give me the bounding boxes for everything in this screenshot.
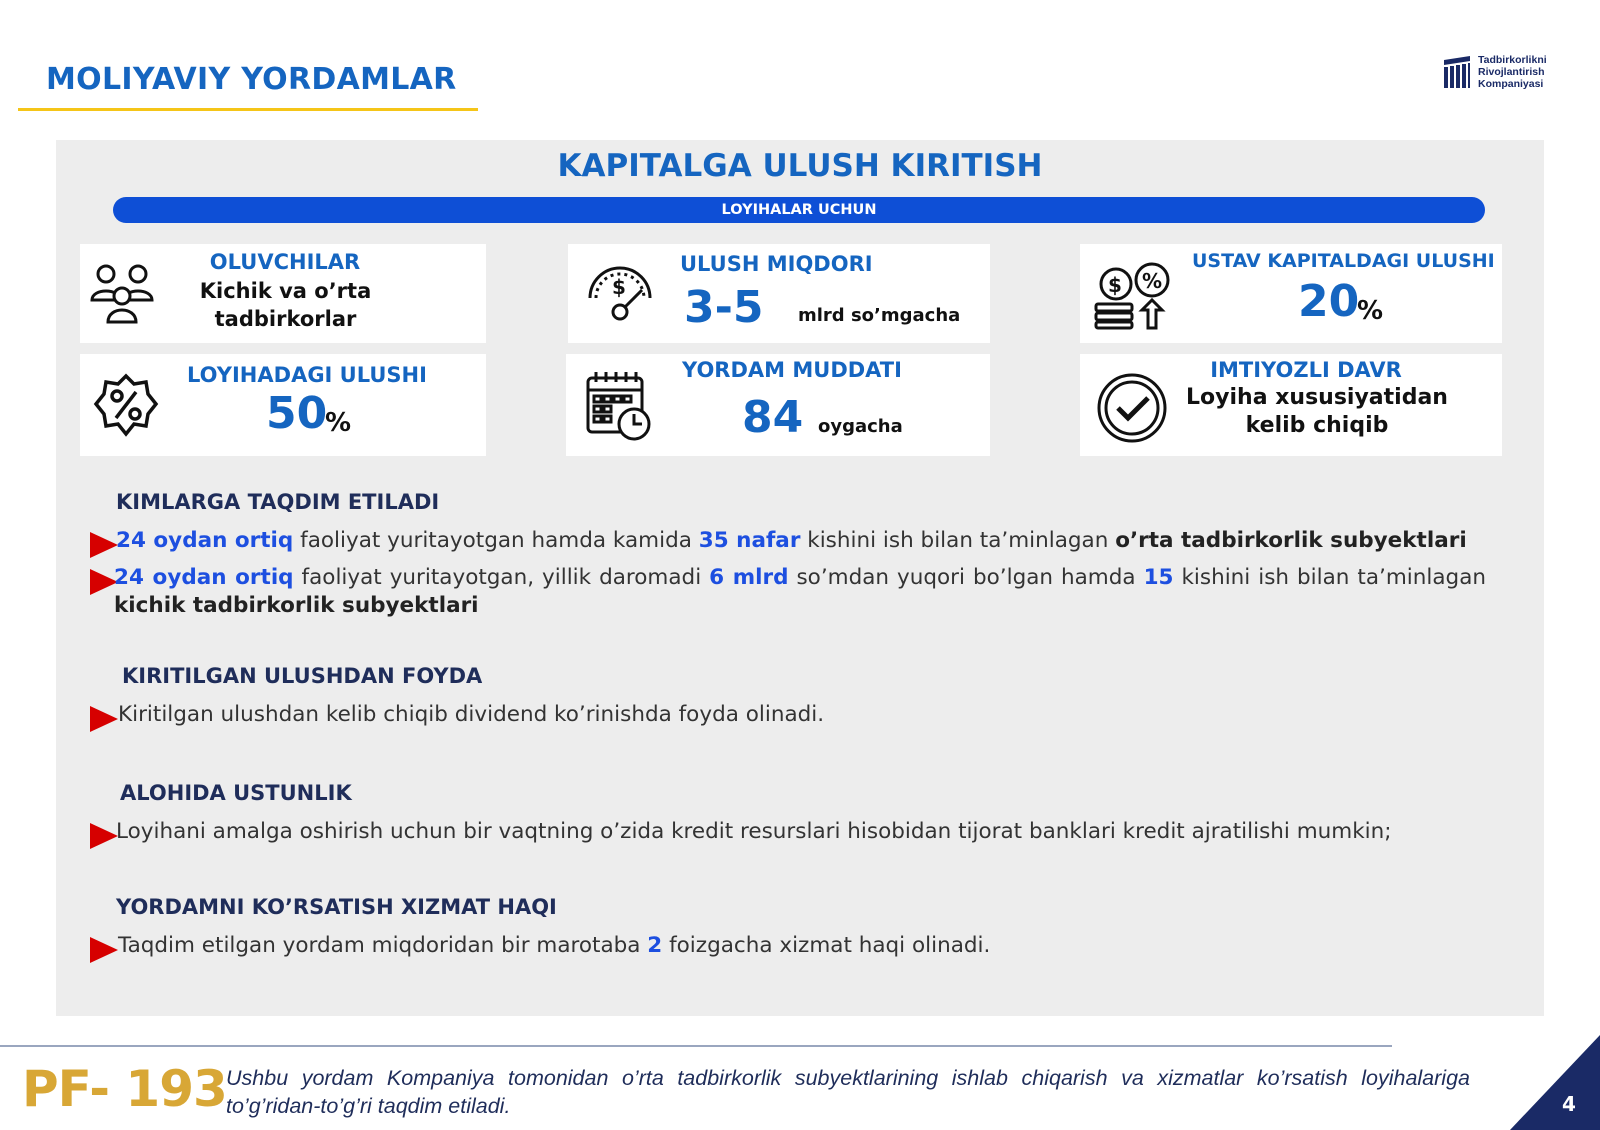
footer-divider [0,1045,1392,1047]
card-ulush-miqdori-value: 3-5 [684,282,764,333]
card-imtiyozli-davr [1080,354,1502,456]
red-arrow-bullet-icon [90,706,118,732]
title-underline [18,108,478,111]
kimlarga-item-2-subject: kichik tadbirkorlik subyektlari [114,593,479,618]
card-yordam-muddati-title: YORDAM MUDDATI [682,358,902,382]
panel-title: KAPITALGA ULUSH KIRITISH [557,148,1043,184]
svg-text:$: $ [612,275,626,299]
card-oluvchilar [80,244,486,343]
percent-badge-icon [92,372,160,438]
corner-triangle [1510,1035,1600,1130]
card-imtiyozli-davr-title: IMTIYOZLI DAVR [1210,358,1402,382]
card-yordam-muddati [566,354,990,456]
people-group-icon [88,262,156,326]
xizmat-percent: 2 [647,933,663,958]
card-ulush-miqdori-unit: mlrd so’mgacha [798,305,961,326]
kimlarga-item-1-period: 24 oydan ortiq [116,528,294,553]
logo-mark-icon [1442,54,1472,90]
kimlarga-item-1-text-b: kishini ish bilan ta’minlagan [800,528,1116,553]
card-imtiyozli-davr-line-1: Loyiha xususiyatidan [1186,385,1448,410]
card-loyiha-ulushi-unit: % [325,408,352,438]
card-loyiha-ulushi-value: 50 [266,388,328,439]
xizmat-text [118,932,1418,960]
card-oluvchilar-line-2: tadbirkorlar [214,307,357,331]
card-ustav-kapital [1080,244,1502,343]
xizmat-text-b: foizgacha xizmat haqi olinadi. [662,933,991,958]
check-circle-icon [1094,372,1174,444]
program-code: PF- 193 [22,1060,227,1118]
coins-percent-icon [1090,262,1180,330]
kimlarga-item-2-period: 24 oydan ortiq [114,565,294,590]
card-oluvchilar-line-1: Kichik va o’rta [199,279,372,303]
kimlarga-item-1-text-a: faoliyat yuritayotgan hamda kamida [293,528,699,553]
card-ustav-kapital-title: USTAV KAPITALDAGI ULUSHI [1192,250,1495,272]
kimlarga-item-1 [116,527,1486,555]
page-number: 4 [1562,1092,1576,1116]
kimlarga-item-2-text-b: so’mdan yuqori bo’lgan hamda [788,565,1144,590]
card-oluvchilar-text [168,277,403,333]
card-loyiha-ulushi [80,354,486,456]
card-imtiyozli-davr-line-2: kelib chiqib [1245,413,1389,438]
card-yordam-muddati-unit: oygacha [818,416,903,437]
card-ustav-kapital-unit: % [1357,296,1384,326]
company-logo [1442,54,1547,90]
card-ulush-miqdori-title: ULUSH MIQDORI [680,252,873,276]
kimlarga-item-2-staff: 15 [1143,565,1174,590]
card-yordam-muddati-value: 84 [742,392,804,443]
card-ulush-miqdori [568,244,990,343]
calendar-clock-icon [584,368,654,444]
money-gauge-icon [584,258,656,322]
kimlarga-item-1-subject: o’rta tadbirkorlik subyektlari [1115,528,1467,553]
section-kimlarga-title: KIMLARGA TAQDIM ETILADI [116,490,440,514]
card-imtiyozli-davr-text [1182,384,1452,440]
section-ustunlik-title: ALOHIDA USTUNLIK [120,781,352,805]
projects-pill-banner: LOYIHALAR UCHUN [113,197,1485,223]
kimlarga-item-2-revenue: 6 mlrd [709,565,789,590]
card-oluvchilar-title: OLUVCHILAR [209,250,361,274]
logo-text [1478,54,1547,90]
logo-line-3: Kompaniyasi [1478,78,1544,90]
ustunlik-text: Loyihani amalga oshirish uchun bir vaqtning o’zida kredit resurslari hisobidan tijorat banklari kredit ajratilishi mumkin; [116,819,1392,844]
section-foyda-title: KIRITILGAN ULUSHDAN FOYDA [122,664,483,688]
svg-text:$: $ [1108,273,1122,297]
kimlarga-item-2-text-a: faoliyat yuritayotgan, yillik daromadi [293,565,710,590]
logo-line-1: Tadbirkorlikni [1478,54,1547,66]
foyda-text: Kiritilgan ulushdan kelib chiqib dividend ko’rinishda foyda olinadi. [118,702,825,727]
card-loyiha-ulushi-title: LOYIHADAGI ULUSHI [187,363,427,387]
xizmat-text-a: Taqdim etilgan yordam miqdoridan bir marotaba [118,933,648,958]
red-arrow-bullet-icon [90,823,118,849]
red-arrow-bullet-icon [90,937,118,963]
card-ustav-kapital-value: 20 [1298,276,1360,327]
section-xizmat-title: YORDAMNI KO’RSATISH XIZMAT HAQI [116,895,557,919]
kimlarga-item-2-text-c: kishini ish bilan ta’minlagan [1173,565,1486,590]
footer-note: Ushbu yordam Kompaniya tomonidan o’rta tadbirkorlik subyektlarining ishlab chiqarish va xizmatlar ko’rsatish loyihalariga to’g’ridan-to’g’ri taqdim etiladi. [226,1066,1470,1118]
page-title: MOLIYAVIY YORDAMLAR [46,62,457,97]
svg-text:%: % [1142,269,1163,293]
kimlarga-item-1-staff: 35 nafar [698,528,801,553]
kimlarga-item-2 [114,564,1486,620]
red-arrow-bullet-icon [90,532,118,558]
logo-line-2: Rivojlantirish [1478,66,1545,78]
